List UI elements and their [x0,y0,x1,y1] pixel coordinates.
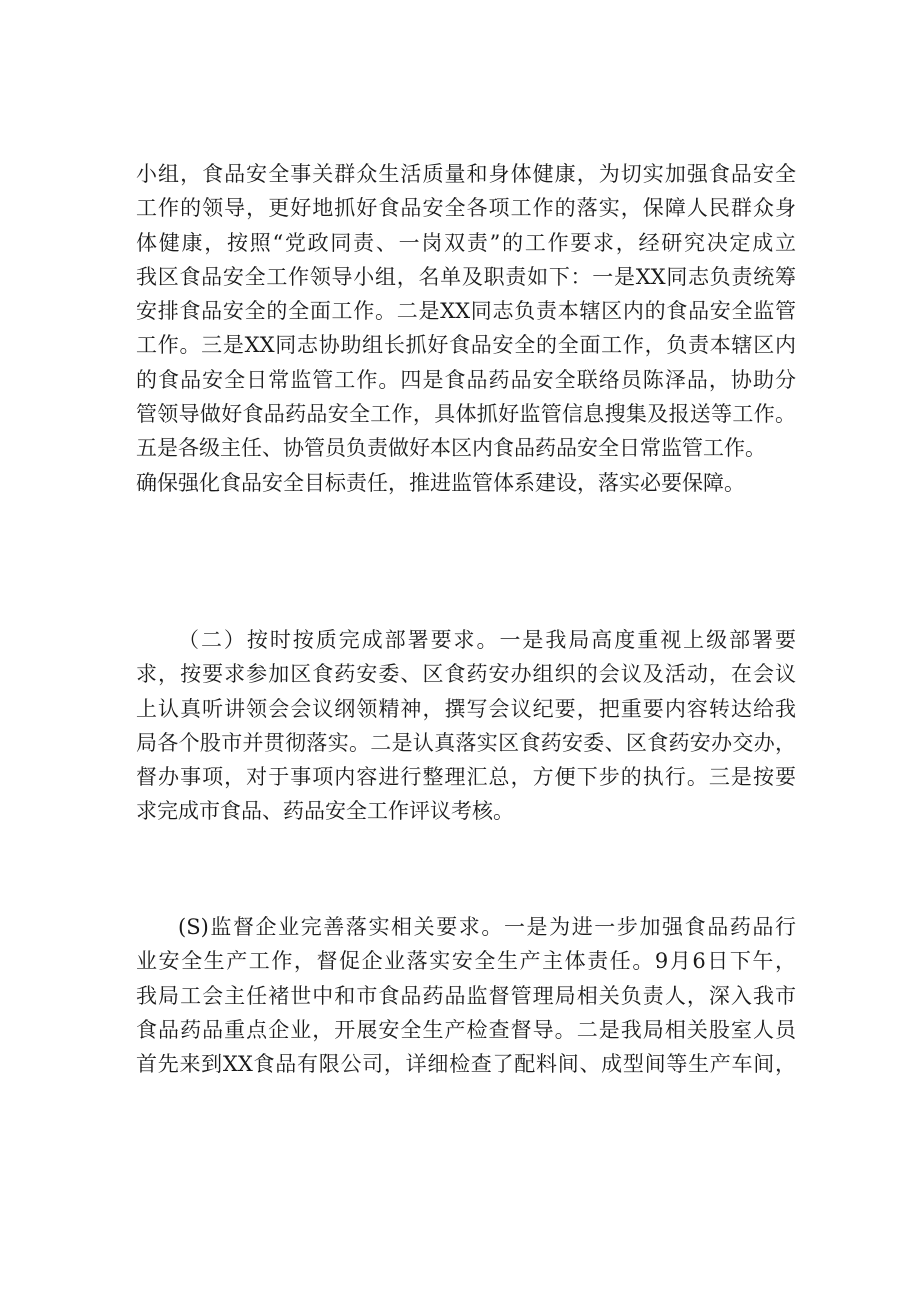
paragraph-1 [136,157,796,500]
text-line: 五是各级主任、协管员负责做好本区内食品药品安全日常监管工作。 [136,436,766,461]
text-line: 管领导做好食品药品安全工作，具体抓好监管信息搜集及报送等工作。 [136,402,796,427]
text-line: (S)监督企业完善落实相关要求。一是为进一步加强食品药品行 [178,915,796,939]
text-line: 安排食品安全的全面工作。二是XX同志负责本辖区内的食品安全监管 [136,299,796,324]
text-line: 工作。三是XX同志协助组长抓好食品安全的全面工作，负责本辖区内 [136,333,796,358]
text-line: 小组，食品安全事关群众生活质量和身体健康，为切实加强食品安全 [136,162,796,186]
text-line: 食品药品重点企业，开展安全生产检查督导。二是我局相关股室人员 [136,1017,796,1042]
text-line: 首先来到XX食品有限公司，详细检查了配料间、成型间等生产车间， [136,1052,796,1077]
text-line: 求完成市食品、药品安全工作评议考核。 [136,799,514,824]
paragraph-2 [136,623,796,829]
text-line: 我局工会主任褚世中和市食品药品监督管理局相关负责人，深入我市 [136,983,796,1008]
text-line: 确保强化食品安全目标责任，推进监管体系建设，落实必要保障。 [136,470,745,495]
paragraph-3 [136,910,796,1081]
text-line: 上认真听讲领会会议纲领精神，撰写会议纪要，把重要内容转达给我 [136,696,796,721]
text-line: 督办事项，对于事项内容进行整理汇总，方便下步的执行。三是按要 [136,765,796,790]
text-line: 工作的领导，更好地抓好食品安全各项工作的落实，保障人民群众身 [136,196,796,221]
text-line: 局各个股市并贯彻落实。二是认真落实区食药安委、区食药安办交办， [136,730,796,755]
text-line: 的食品安全日常监管工作。四是食品药品安全联络员陈泽品，协助分 [136,367,796,392]
text-line: 求，按要求参加区食药安委、区食药安办组织的会议及活动，在会议 [136,662,796,687]
text-line: 体健康，按照“党政同责、一岗双责”的工作要求，经研究决定成立 [136,230,796,255]
text-line: 业安全生产工作，督促企业落实安全生产主体责任。9月6日下午， [136,949,796,974]
text-line: （二）按时按质完成部署要求。一是我局高度重视上级部署要 [178,628,796,652]
text-line: 我区食品安全工作领导小组，名单及职责如下：一是XX同志负责统筹 [136,264,796,289]
